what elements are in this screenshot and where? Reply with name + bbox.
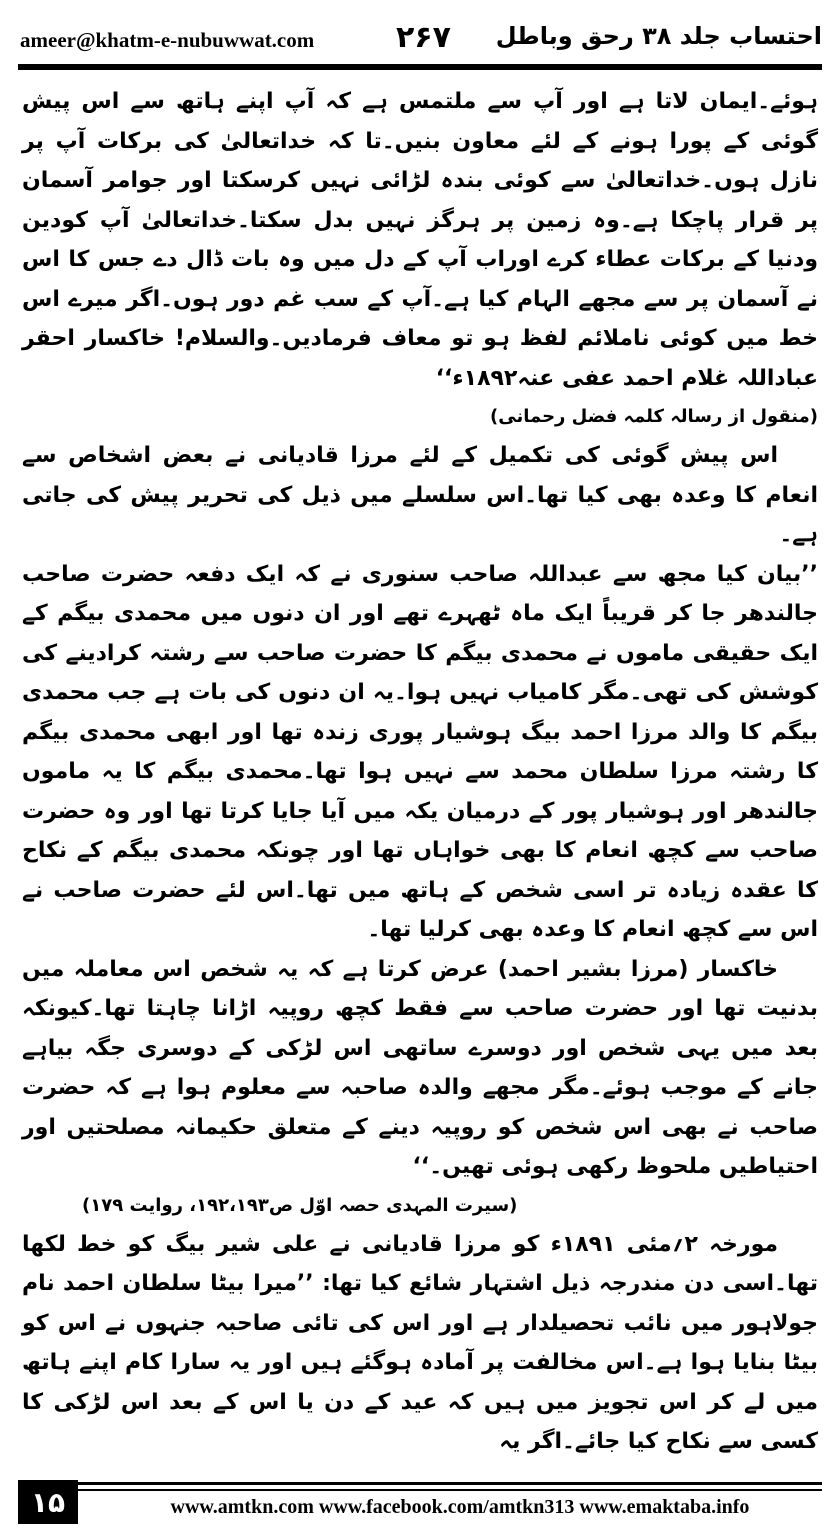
citation: (سیرت المہدی حصہ اوّل ص۱۹۲،۱۹۳، روایت ۱۷۹) (82, 1194, 518, 1216)
paragraph-khaksar: خاکسار (مرزا بشیر احمد) عرض کرتا ہے کہ یہ شخص اس معاملہ میں بدنیت تھا اور حضرت صاحب سے فقط کچھ روپیہ اڑانا چاہتا تھا۔کیونکہ بعد میں یہی شخص اور دوسرے ساتھی اس لڑکی کے دوسری جگہ بیاہے جانے کے موجب ہوئے۔مگر مجھے والدہ صاحبہ سے معلوم ہوا ہے کہ حضرت صاحب نے بھی اس شخص کو روپیہ دینے کے متعلق حکیمانہ مصلحتیں اور احتیاطیں ملحوظ رکھی ہوئی تھیں۔‘‘ (22, 956, 818, 1179)
paragraph-intro: اس پیش گوئی کی تکمیل کے لئے مرزا قادیانی نے بعض اشخاص سے انعام کا وعدہ بھی کیا تھا۔اس سلسلے میں ذیل کی تحریر پیش کی جاتی ہے۔ (22, 443, 818, 547)
header-email: ameer@khatm-e-nubuwwat.com (20, 28, 315, 52)
header-rule (18, 64, 822, 70)
footer-rule (18, 1482, 822, 1485)
page-header (18, 14, 822, 64)
paragraph-quote: ’’بیان کیا مجھ سے عبداللہ صاحب سنوری نے کہ ایک دفعہ حضرت صاحب جالندھر جا کر قریباً ایک ماہ ٹھہرے تھے اور ان دنوں میں محمدی بیگم کے ایک حقیقی ماموں نے محمدی بیگم کا حضرت صاحب سے رشتہ کرادینے کی کوشش کی تھی۔مگر کامیاب نہیں ہوا۔یہ ان دنوں کی بات ہے جب محمدی بیگم کا والد مرزا احمد بیگ ہوشیار پوری زندہ تھا اور ابھی محمدی بیگم کا رشتہ مرزا سلطان محمد سے نہیں ہوا تھا۔محمدی بیگم کا یہ ماموں جالندھر اور ہوشیار پور کے درمیان یکہ میں آیا جایا کرتا تھا اور وہ حضرت صاحب سے کچھ انعام کا بھی خواہاں تھا اور چونکہ محمدی بیگم کے نکاح کا عقدہ زیادہ تر اسی شخص کے ہاتھ میں تھا۔اس لئے حضرت صاحب نے اس سے کچھ انعام کا وعدہ بھی کرلیا تھا۔ (22, 561, 818, 942)
paragraph-letter-end: ہوئے۔ایمان لاتا ہے اور آپ سے ملتمس ہے کہ آپ اپنے ہاتھ سے اس پیش گوئی کے پورا ہونے کے لئے معاون بنیں۔تا کہ خداتعالیٰ کی برکات آپ پر نازل ہوں۔خداتعالیٰ سے کوئی بندہ لڑائی نہیں کرسکتا اور جوامر آسمان پر قرار پاچکا ہے۔وہ زمین پر ہرگز نہیں بدل سکتا۔خداتعالیٰ آپ کودین ودنیا کے برکات عطاء کرے اوراب آپ کے دل میں وہ بات ڈال دے جس کا اس نے آسمان پر سے مجھے الہام کیا ہے۔آپ کے سب غم دور ہوں۔اگر میرے اس خط میں کوئی ناملائم لفظ ہو تو معاف فرمادیں۔والسلام! خاکسار احقر عباداللہ غلام احمد عفی عنہ۱۸۹۲ء‘‘ (22, 89, 818, 391)
header-page-number: ۲۶۷ (396, 20, 451, 55)
footer-page-number: ۱۵ (18, 1480, 78, 1524)
page-footer (18, 1480, 822, 1526)
header-book-title: احتساب جلد ۳۸ رحق وباطل (495, 22, 822, 50)
page-body (22, 82, 818, 1462)
paragraph-announcement: مورخہ ۲؍مئی ۱۸۹۱ء کو مرزا قادیانی نے علی شیر بیگ کو خط لکھا تھا۔اسی دن مندرجہ ذیل اشتہار شائع کیا تھا: ’’میرا بیٹا سلطان احمد نام جولاہور میں نائب تحصیلدار ہے اور اس کی تائی صاحبہ جنہوں نے اس کو بیٹا بنایا ہوا ہے۔اس مخالفت پر آمادہ ہوگئے ہیں اور یہ سارا کام اپنے ہاتھ میں لے کر اس تجویز میں ہیں کہ عید کے دن یا اس کے بعد اس لڑکی کا کسی سے نکاح کیا جائے۔اگر یہ (22, 1231, 818, 1454)
source-note: (منقول از رسالہ کلمہ فضل رحمانی) (490, 406, 818, 427)
footer-rule-thin (18, 1489, 822, 1491)
footer-links: www.amtkn.com www.facebook.com/amtkn313 www.emaktaba.info (170, 1496, 750, 1518)
